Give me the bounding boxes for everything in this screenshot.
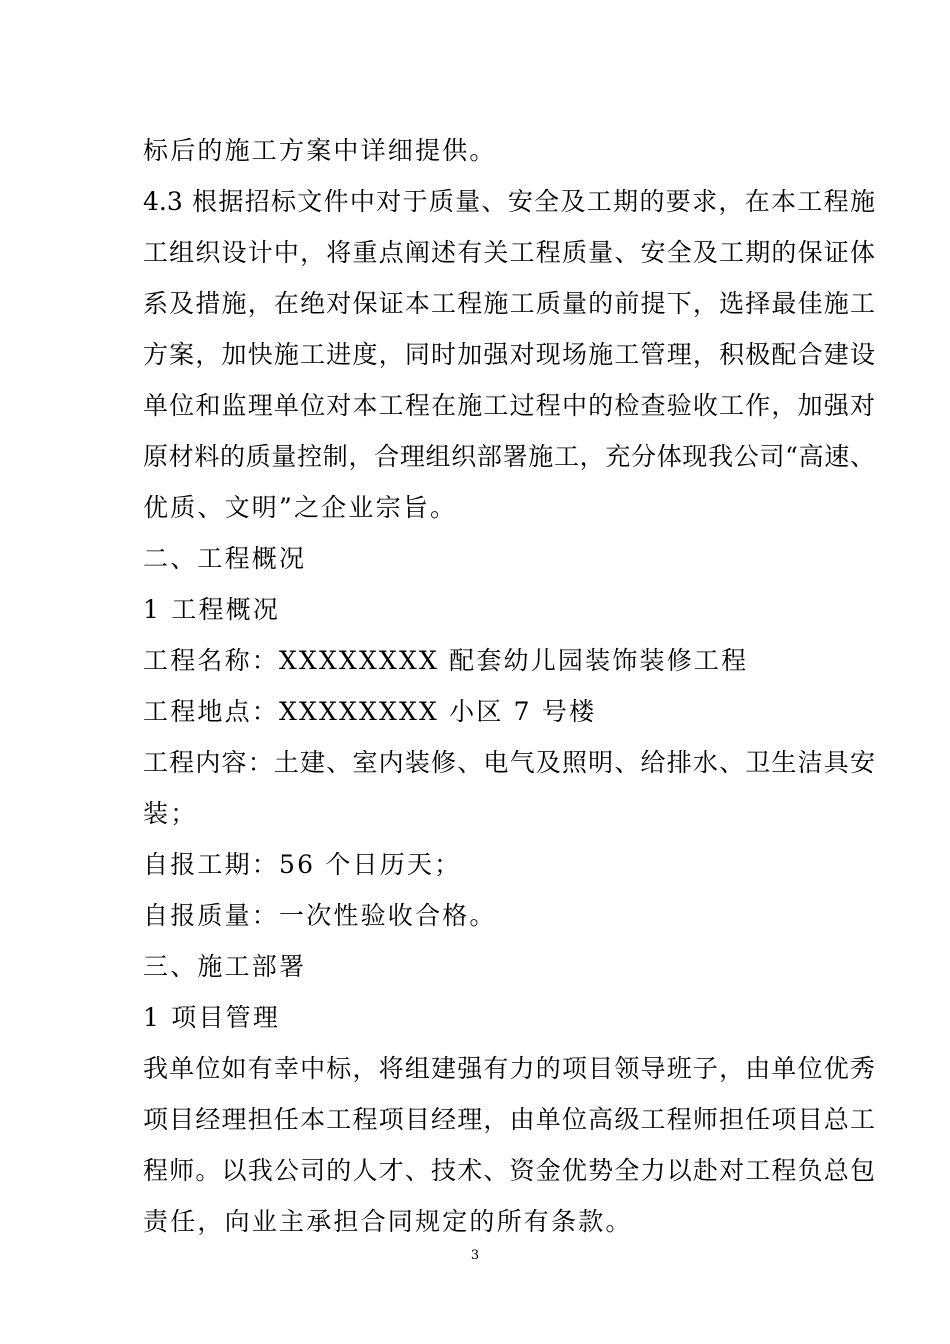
text-line-21: 程师。以我公司的人才、技术、资金优势全力以赴对工程负总包 [143,1156,875,1185]
text-line-1: 标后的施工方案中详细提供。 [143,136,497,165]
text-line-2: 4.3 根据招标文件中对于质量、安全及工期的要求，在本工程施 [143,187,875,216]
text-line-6: 单位和监理单位对本工程在施工过程中的检查验收工作，加强对 [143,391,875,420]
subheading-project-management: 1 项目管理 [143,1003,281,1032]
reported-quality: 自报质量：一次性验收合格。 [143,901,497,930]
reported-duration: 自报工期：56 个日历天； [143,850,462,879]
text-line-8: 优质、文明”之企业宗旨。 [143,493,458,522]
text-line-7: 原材料的质量控制，合理组织部署施工，充分体现我公司“高速、 [143,442,875,471]
project-name: 工程名称：XXXXXXXX 配套幼儿园装饰装修工程 [143,646,749,675]
body-text [143,125,875,1247]
text-line-5: 方案，加快施工进度，同时加强对现场施工管理，积极配合建设 [143,340,875,369]
page-number: 3 [470,1248,480,1263]
subheading-project-overview: 1 工程概况 [143,595,281,624]
section-heading-2: 二、工程概况 [143,544,307,573]
text-line-4: 系及措施，在绝对保证本工程施工质量的前提下，选择最佳施工 [143,289,875,318]
project-location: 工程地点：XXXXXXXX 小区 7 号楼 [143,697,597,726]
text-line-22: 责任，向业主承担合同规定的所有条款。 [143,1207,633,1236]
text-line-3: 工组织设计中，将重点阐述有关工程质量、安全及工期的保证体 [143,238,875,267]
text-line-19: 我单位如有幸中标，将组建强有力的项目领导班子，由单位优秀 [143,1054,875,1083]
text-line-20: 项目经理担任本工程项目经理，由单位高级工程师担任项目总工 [143,1105,875,1134]
project-scope-continued: 装； [143,799,198,828]
section-heading-3: 三、施工部署 [143,952,307,981]
project-scope: 工程内容：土建、室内装修、电气及照明、给排水、卫生洁具安 [143,748,875,777]
